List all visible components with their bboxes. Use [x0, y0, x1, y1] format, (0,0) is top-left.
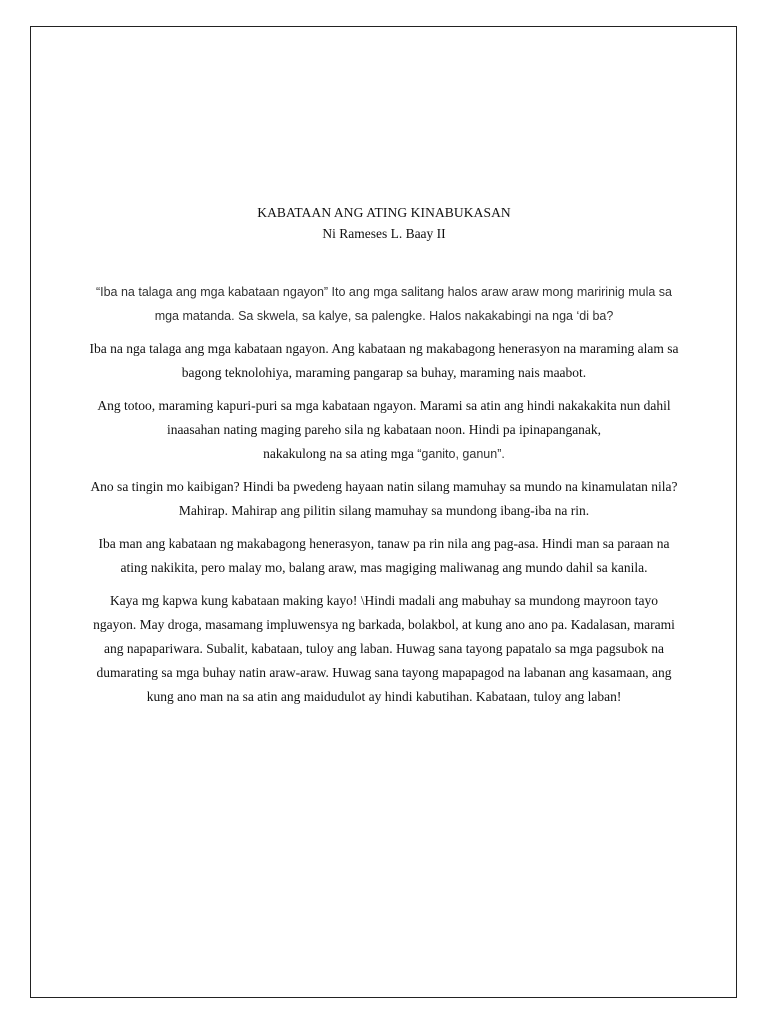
paragraph-3-body: Ang totoo, maraming kapuri-puri sa mga kabataan ngayon. Marami sa atin ang hindi nakakakita nun dahil inaasahan nating maging pareho sila ng kabataan noon. Hindi pa ipinapanganak, [97, 398, 671, 437]
paragraph-3 [88, 394, 680, 466]
paragraph-1: “Iba na talaga ang mga kabataan ngayon” Ito ang mga salitang halos araw araw mong maririnig mula sa mga matanda. Sa skwela, sa kalye, sa palengke. Halos nakakabingi na nga ‘di ba? [95, 285, 673, 323]
paragraph-2: Iba na nga talaga ang mga kabataan ngayon. Ang kabataan ng makabagong henerasyon na maraming alam sa bagong teknolohiya, maraming pangarap sa buhay, maraming nais maabot. [89, 341, 679, 380]
paragraph-4: Ano sa tingin mo kaibigan? Hindi ba pwedeng hayaan natin silang mamuhay sa mundo na kinamulatan nila? Mahirap. Mahirap ang pilitin silang mamuhay sa mundong ibang-iba na rin. [90, 479, 678, 518]
document-title: KABATAAN ANG ATING KINABUKASAN [257, 205, 511, 220]
paragraph-6: Kaya mg kapwa kung kabataan making kayo! \Hindi madali ang mabuhay sa mundong mayroon tayo ngayon. May droga, masamang impluwensya ng barkada, bolakbol, at kung ano ano pa. Kadalasan, marami ang napapariwara. Subalit, kabataan, tuloy ang laban. Huwag sana tayong papatalo sa mga pagsubok na dumarating sa mga buhay natin araw-araw. Huwag sana tayong mapapagod na labanan ang kasamaan, ang kung ano man na sa atin ang maidudulot ay hindi kabutihan. Kabataan, tuloy ang laban! [93, 593, 675, 704]
paragraph-5: Iba man ang kabataan ng makabagong henerasyon, tanaw pa rin nila ang pag-asa. Hindi man sa paraan na ating nakikita, pero malay mo, balang araw, mas magiging maliwanag ang mundo dahil sa kanila. [98, 536, 670, 575]
document-body [88, 202, 680, 718]
paragraph-3-quote: “ganito, ganun”. [417, 447, 505, 461]
document-author: Ni Rameses L. Baay II [322, 226, 446, 241]
paragraph-3-tail: nakakulong na sa ating mga [263, 446, 418, 461]
